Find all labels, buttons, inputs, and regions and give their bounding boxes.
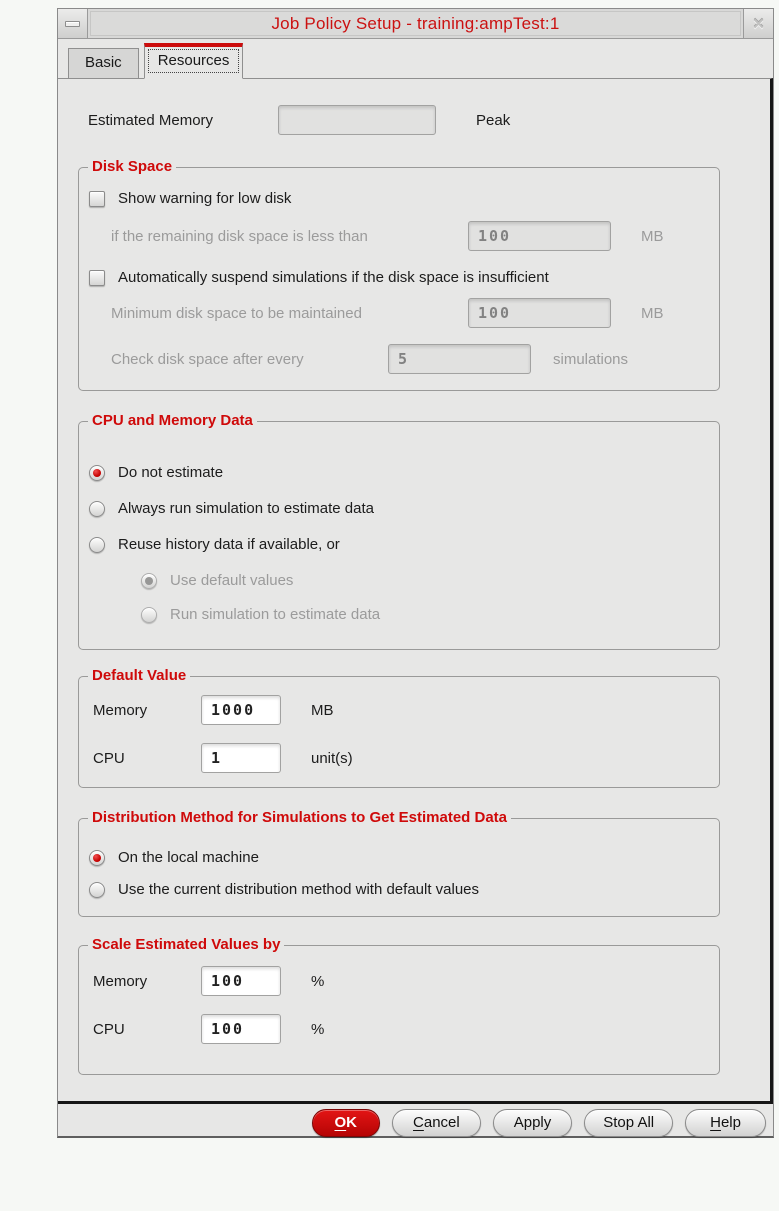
default-memory-unit: MB xyxy=(311,701,334,719)
estimated-memory-field xyxy=(278,105,436,135)
scale-cpu-unit: % xyxy=(311,1020,325,1038)
scale-cpu-row xyxy=(93,1014,719,1044)
scale-estimated-values-group-title: Scale Estimated Values by xyxy=(88,936,284,953)
default-cpu-field[interactable] xyxy=(201,743,281,773)
distribution-method-group-title: Distribution Method for Simulations to Get Estimated Data xyxy=(88,809,511,826)
default-memory-row xyxy=(93,695,719,725)
scale-memory-label: Memory xyxy=(93,972,148,990)
disk-space-group xyxy=(78,158,720,391)
show-warning-checkbox[interactable] xyxy=(89,191,105,207)
always-run-label: Always run simulation to estimate data xyxy=(118,500,374,517)
scale-memory-field[interactable] xyxy=(201,966,281,996)
default-cpu-label: CPU xyxy=(93,749,125,767)
tab-bar xyxy=(58,39,773,79)
scale-cpu-label: CPU xyxy=(93,1020,125,1038)
min-disk-row xyxy=(89,298,719,328)
cancel-button[interactable]: C ancel xyxy=(392,1109,481,1137)
scale-cpu-field[interactable] xyxy=(201,1014,281,1044)
estimated-memory-label: Estimated Memory xyxy=(88,111,214,129)
run-simulation-radio xyxy=(141,607,157,623)
peak-label: Peak xyxy=(476,111,511,129)
scale-memory-row xyxy=(93,966,719,996)
current-distribution-label: Use the current distribution method with default values xyxy=(118,881,480,898)
ok-button[interactable]: O K xyxy=(312,1109,381,1137)
do-not-estimate-radio[interactable] xyxy=(89,465,105,481)
cpu-memory-data-group xyxy=(78,412,720,650)
do-not-estimate-row xyxy=(89,464,719,481)
estimated-memory-row xyxy=(88,105,770,135)
use-default-values-radio xyxy=(141,573,157,589)
run-simulation-row xyxy=(89,606,719,623)
remaining-disk-unit: MB xyxy=(641,227,664,245)
auto-suspend-checkbox[interactable] xyxy=(89,270,105,286)
job-policy-setup-dialog xyxy=(57,8,774,1138)
remaining-disk-field xyxy=(468,221,611,251)
reuse-history-label: Reuse history data if available, or xyxy=(118,536,340,553)
min-disk-unit: MB xyxy=(641,304,664,322)
distribution-method-group xyxy=(78,809,720,917)
default-memory-label: Memory xyxy=(93,701,148,719)
auto-suspend-row xyxy=(89,269,719,286)
do-not-estimate-label: Do not estimate xyxy=(118,464,224,481)
auto-suspend-label: Automatically suspend simulations if the disk space is insufficient xyxy=(118,269,549,286)
default-memory-field[interactable] xyxy=(201,695,281,725)
scale-estimated-values-group xyxy=(78,936,720,1075)
show-warning-row xyxy=(89,190,719,207)
local-machine-label: On the local machine xyxy=(118,849,259,866)
resources-tab-pane xyxy=(58,78,773,1104)
minimize-icon xyxy=(65,21,80,27)
use-default-values-label: Use default values xyxy=(170,572,294,589)
close-button[interactable] xyxy=(743,9,773,38)
use-default-values-row xyxy=(89,572,719,589)
help-button[interactable]: H elp xyxy=(685,1109,766,1137)
min-disk-label: Minimum disk space to be maintained xyxy=(111,304,362,322)
default-value-group-title: Default Value xyxy=(88,667,190,684)
check-every-unit: simulations xyxy=(553,350,629,368)
scale-memory-unit: % xyxy=(311,972,325,990)
always-run-row xyxy=(89,500,719,517)
remaining-disk-label: if the remaining disk space is less than xyxy=(111,227,368,245)
disk-space-group-title: Disk Space xyxy=(88,158,176,175)
window-title: Job Policy Setup - training:ampTest:1 xyxy=(90,11,741,36)
local-machine-row xyxy=(89,849,719,866)
tab-resources-label: Resources xyxy=(148,49,240,73)
show-warning-label: Show warning for low disk xyxy=(118,190,292,207)
tab-basic[interactable]: Basic xyxy=(68,48,139,79)
apply-button[interactable]: Apply xyxy=(493,1109,573,1137)
default-value-group xyxy=(78,667,720,788)
reuse-history-row xyxy=(89,536,719,553)
title-bar xyxy=(58,9,773,39)
reuse-history-radio[interactable] xyxy=(89,537,105,553)
check-every-row xyxy=(89,344,719,374)
dialog-button-row xyxy=(58,1104,773,1137)
current-distribution-radio[interactable] xyxy=(89,882,105,898)
close-icon: ✕ xyxy=(752,15,765,33)
default-cpu-row xyxy=(93,743,719,773)
always-run-radio[interactable] xyxy=(89,501,105,517)
current-distribution-row xyxy=(89,881,719,898)
run-simulation-label: Run simulation to estimate data xyxy=(170,606,381,623)
remaining-disk-row xyxy=(89,221,719,251)
min-disk-field xyxy=(468,298,611,328)
tab-resources[interactable] xyxy=(144,43,244,79)
stop-all-button[interactable]: Stop All xyxy=(584,1109,673,1137)
cpu-memory-data-group-title: CPU and Memory Data xyxy=(88,412,257,429)
check-every-field xyxy=(388,344,531,374)
default-cpu-unit: unit(s) xyxy=(311,749,353,767)
local-machine-radio[interactable] xyxy=(89,850,105,866)
check-every-label: Check disk space after every xyxy=(111,350,304,368)
minimize-button[interactable] xyxy=(58,9,88,38)
